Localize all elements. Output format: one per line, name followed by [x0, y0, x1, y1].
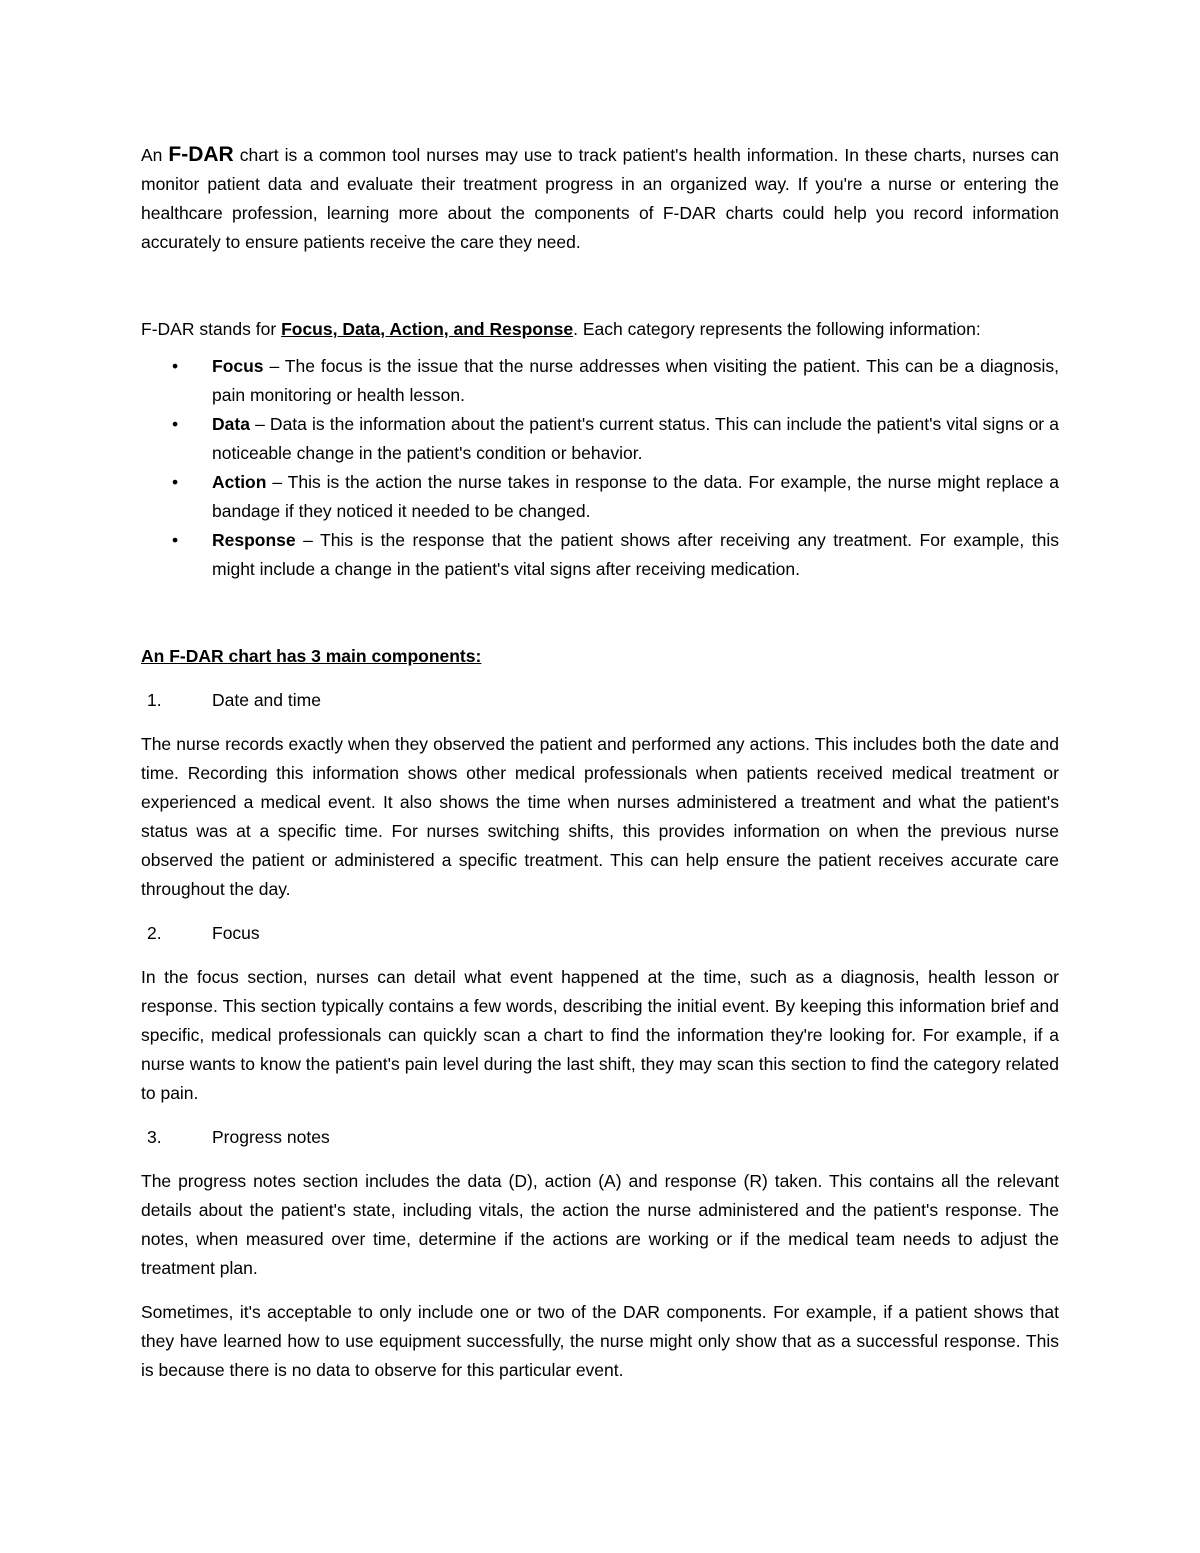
fdar-bullet-list [141, 352, 1059, 584]
stands-prefix: F-DAR stands for [141, 319, 277, 339]
bullet-icon: • [172, 414, 179, 434]
components-heading: An F-DAR chart has 3 main components: [141, 646, 482, 666]
bullet-item-action [141, 468, 1059, 526]
intro-an: An [141, 145, 163, 165]
component-title: Progress notes [212, 1127, 330, 1147]
stands-suffix: . Each category represents the following information: [573, 319, 981, 339]
component-title-focus [141, 919, 1059, 948]
intro-paragraph [141, 140, 1059, 257]
component-title: Date and time [212, 690, 321, 710]
bullet-item-response [141, 526, 1059, 584]
bullet-term: Response [212, 530, 296, 550]
bullet-term: Action [212, 472, 267, 492]
bullet-item-data [141, 410, 1059, 468]
stands-bold-terms: Focus, Data, Action, and Response [281, 319, 574, 339]
bullet-term: Focus [212, 356, 264, 376]
component-title-date-time [141, 686, 1059, 715]
bullet-text: – The focus is the issue that the nurse addresses when visiting the patient. This can be a diagnosis, pain monitoring or health lesson. [212, 356, 1059, 405]
bullet-icon: • [172, 530, 179, 550]
component-title: Focus [212, 923, 260, 943]
intro-text: chart is a common tool nurses may use to track patient's health information. In these charts, nurses can monitor patient data and evaluate their treatment progress in an organized way. If you're a nurse or entering the healthcare profession, learning more about the components of F-DAR charts could help you record information accurately to ensure patients receive the care they need. [141, 145, 1059, 252]
bullet-icon: • [172, 472, 179, 492]
component-number: 3. [147, 1127, 162, 1147]
intro-fdar-term: F-DAR [168, 143, 234, 166]
component-text-progress-notes: The progress notes section includes the data (D), action (A) and response (R) taken. This contains all the relevant details about the patient's state, including vitals, the action the nurse administered and the patient's response. The notes, when measured over time, determine if the actions are working or if the medical team needs to adjust the treatment plan. [141, 1171, 1059, 1278]
document-page [141, 140, 1059, 1385]
component-text-focus: In the focus section, nurses can detail what event happened at the time, such as a diagnosis, health lesson or response. This section typically contains a few words, describing the initial event. By keeping this information brief and specific, medical professionals can quickly scan a chart to find the information they're looking for. For example, if a nurse wants to know the patient's pain level during the last shift, they may scan this section to find the category related to pain. [141, 967, 1059, 1103]
bullet-term: Data [212, 414, 250, 434]
bullet-text: – This is the action the nurse takes in response to the data. For example, the nurse might replace a bandage if they noticed it needed to be changed. [212, 472, 1059, 521]
bullet-icon: • [172, 356, 179, 376]
bullet-text: – Data is the information about the patient's current status. This can include the patient's vital signs or a noticeable change in the patient's condition or behavior. [212, 414, 1059, 463]
component-title-progress-notes [141, 1123, 1059, 1152]
closing-paragraph: Sometimes, it's acceptable to only include one or two of the DAR components. For example, if a patient shows that they have learned how to use equipment successfully, the nurse might only show that as a successful response. This is because there is no data to observe for this particular event. [141, 1302, 1059, 1380]
bullet-text: – This is the response that the patient shows after receiving any treatment. For example, this might include a change in the patient's vital signs after receiving medication. [212, 530, 1059, 579]
stands-for-paragraph [141, 315, 1059, 344]
bullet-item-focus [141, 352, 1059, 410]
component-text-date-time: The nurse records exactly when they observed the patient and performed any actions. This includes both the date and time. Recording this information shows other medical professionals when patients received medical treatment or experienced a medical event. It also shows the time when nurses administered a treatment and what the patient's status was at a specific time. For nurses switching shifts, this provides information on when the previous nurse observed the patient or administered a specific treatment. This can help ensure the patient receives accurate care throughout the day. [141, 734, 1059, 899]
component-number: 2. [147, 923, 162, 943]
component-number: 1. [147, 690, 162, 710]
